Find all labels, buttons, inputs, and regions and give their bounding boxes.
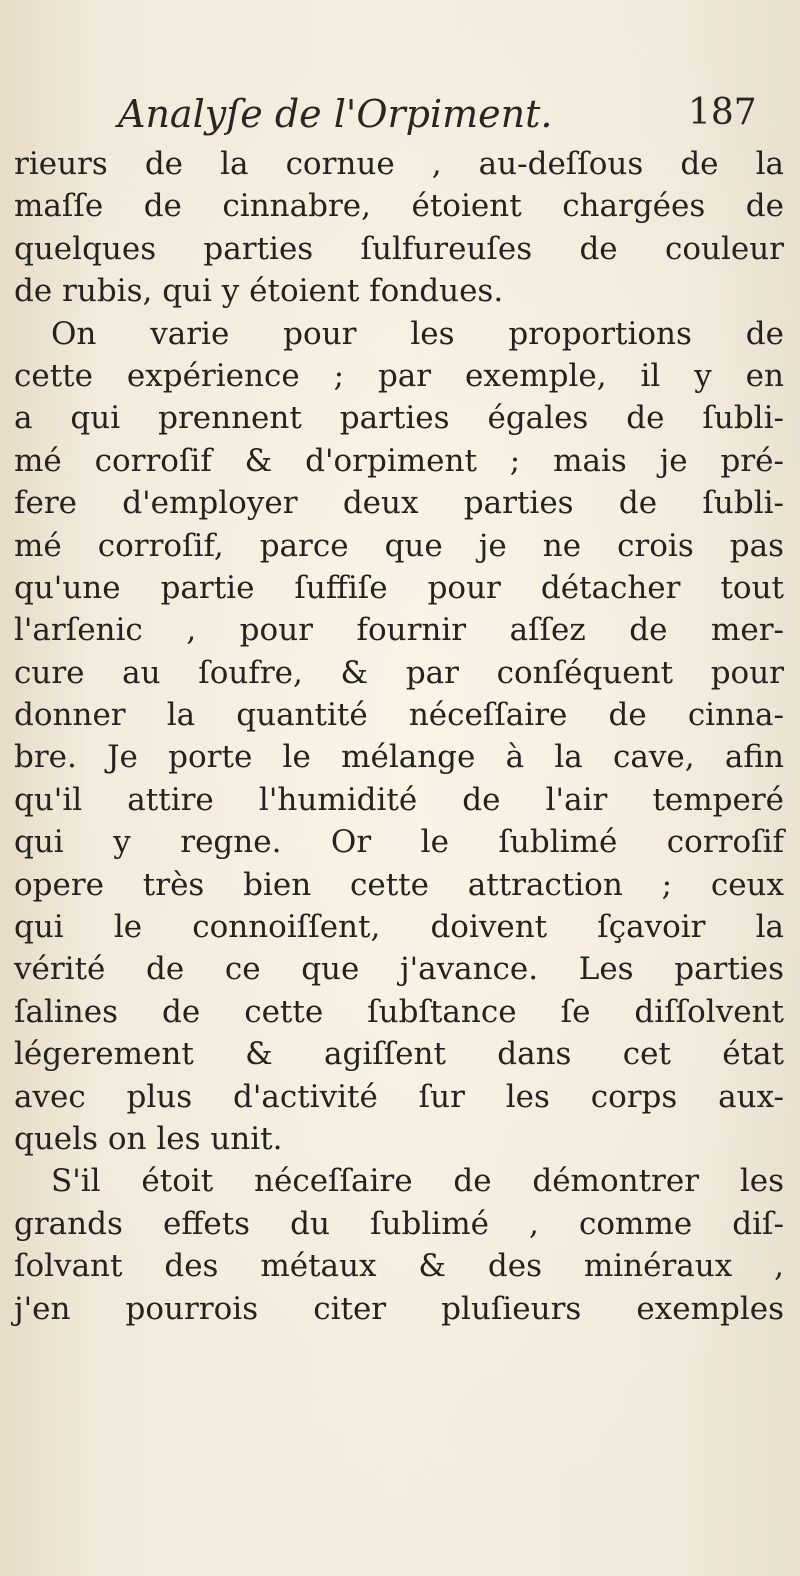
text-line: j'en pourrois citer pluſieurs exemples bbox=[14, 1290, 784, 1327]
running-head bbox=[0, 92, 800, 148]
text-line: cette expérience ; par exemple, il y en bbox=[14, 357, 784, 394]
text-line: quels on les unit. bbox=[14, 1120, 283, 1157]
text-line: a qui prennent parties égales de ſubli- bbox=[14, 400, 784, 437]
text-line: avec plus d'activité ſur les corps aux- bbox=[14, 1078, 784, 1115]
text-line: l'arſenic , pour fournir aſſez de mer- bbox=[14, 612, 784, 649]
page-number: 187 bbox=[688, 92, 757, 133]
text-line: grands effets du ſublimé , comme diſ- bbox=[14, 1205, 784, 1242]
text-line: ſolvant des métaux & des minéraux , bbox=[14, 1248, 784, 1285]
text-line: bre. Je porte le mélange à la cave, afin bbox=[14, 739, 784, 776]
text-line: maſſe de cinnabre, étoient chargées de bbox=[14, 188, 784, 225]
text-line: On varie pour les proportions de bbox=[51, 315, 784, 352]
text-line: fere d'employer deux parties de ſubli- bbox=[14, 485, 784, 522]
text-line: mé corroſif, parce que je ne crois pas bbox=[14, 527, 784, 564]
text-line: ſalines de cette ſubſtance ſe diſſolvent bbox=[14, 993, 784, 1030]
text-line: donner la quantité néceſſaire de cinna- bbox=[14, 697, 784, 734]
running-head-title: Analyſe de l'Orpiment. bbox=[118, 92, 553, 136]
text-line: rieurs de la cornue , au-deſſous de la bbox=[14, 146, 784, 182]
text-line: qu'il attire l'humidité de l'air temperé bbox=[14, 781, 784, 818]
text-line: mé corroſif & d'orpiment ; mais je pré- bbox=[14, 442, 784, 479]
text-line: de rubis, qui y étoient fondues. bbox=[14, 273, 504, 310]
text-line: quelques parties ſulfureuſes de couleur bbox=[14, 230, 784, 267]
text-line: opere très bien cette attraction ; ceux bbox=[14, 866, 784, 903]
text-line: qui y regne. Or le ſublimé corroſif bbox=[14, 824, 784, 861]
text-line: S'il étoit néceſſaire de démontrer les bbox=[51, 1163, 784, 1200]
text-line: qui le connoiſſent, doivent ſçavoir la bbox=[14, 909, 784, 946]
body-text bbox=[14, 143, 784, 1330]
text-line: légerement & agiſſent dans cet état bbox=[14, 1036, 784, 1073]
text-line: vérité de ce que j'avance. Les parties bbox=[14, 951, 784, 988]
text-line: qu'une partie ſuffiſe pour détacher tout bbox=[14, 569, 784, 606]
text-line: cure au ſoufre, & par conſéquent pour bbox=[14, 654, 784, 691]
